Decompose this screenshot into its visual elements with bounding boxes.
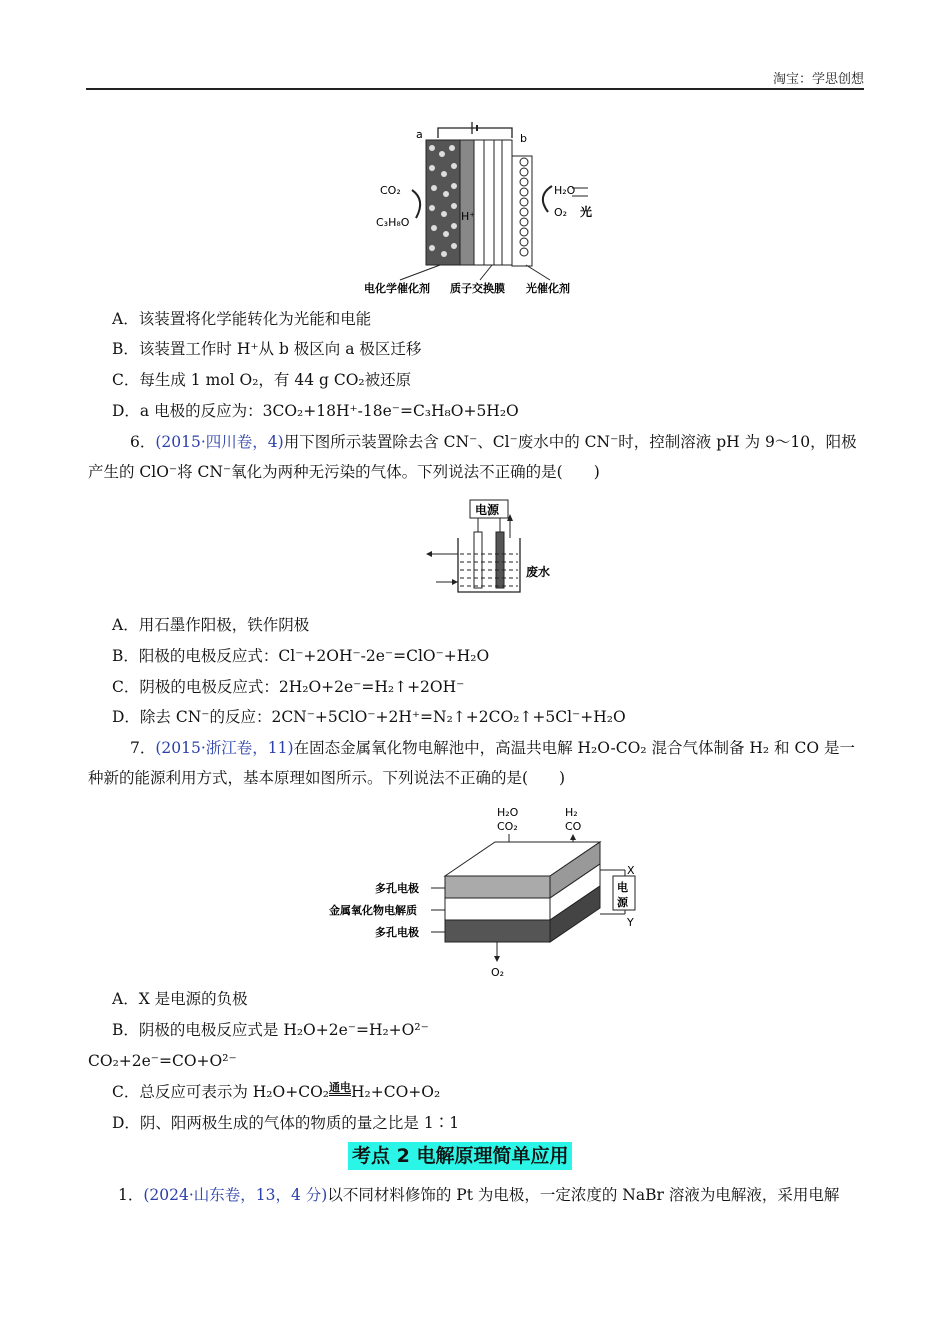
- q7-text1: 在固态金属氧化物电解池中，高温共电解 H₂O-CO₂ 混合气体制备 H₂ 和 CO 是一: [293, 739, 855, 757]
- fig3-label-x: X: [627, 864, 635, 877]
- fig1-label-light: 光: [580, 205, 593, 219]
- figure-photo-electrochemical-cell: [360, 120, 593, 300]
- q1-source: (2024·山东卷，13，4 分): [143, 1186, 328, 1204]
- q6-option-d: D．除去 CN⁻的反应：2CN⁻+5ClO⁻+2H⁺=N₂↑+2CO₂↑+5Cl⁻+H₂O: [112, 708, 626, 726]
- q5-option-a: A．该装置将化学能转化为光能和电能: [112, 310, 372, 328]
- q1-number: 1．: [118, 1186, 144, 1204]
- fig3-out-h2: H₂: [565, 806, 578, 819]
- q6-stem-line2: 产生的 ClO⁻将 CN⁻氧化为两种无污染的气体。下列说法不正确的是( ): [88, 463, 600, 481]
- fig1-label-h2o: H₂O: [554, 184, 576, 197]
- q7-stem-line2: 种新的能源利用方式，基本原理如图所示。下列说法不正确的是( ): [88, 769, 566, 787]
- fig3-power-char1: 电: [617, 881, 628, 894]
- q7-option-d: D．阴、阳两极生成的气体的物质的量之比是 1∶1: [112, 1114, 460, 1132]
- q7-option-b-line1: B．阴极的电极反应式是 H₂O+2e⁻=H₂+O²⁻: [112, 1021, 429, 1039]
- fig3-layer-bottom-label: 多孔电极: [375, 926, 419, 939]
- q5-option-d: D．a 电极的反应为：3CO₂+18H⁺-18e⁻=C₃H₈O+5H₂O: [112, 402, 519, 420]
- fig1-label-a: a: [416, 128, 423, 141]
- q7-option-b-line2: CO₂+2e⁻=CO+O²⁻: [88, 1052, 237, 1070]
- q7-stem-line1: [130, 737, 855, 759]
- q7-source: (2015·浙江卷，11): [155, 739, 294, 757]
- fig3-layer-mid-label: 金属氧化物电解质: [329, 904, 417, 917]
- fig1-label-h: H⁺: [461, 210, 476, 223]
- figure-electrolysis-tank: [430, 498, 560, 598]
- header-brand: 淘宝：学思创想: [772, 72, 864, 87]
- q6-stem-line1: [130, 431, 857, 453]
- fig1-label-c3h8o: C₃H₈O: [376, 216, 410, 229]
- fig1-label-co2: CO₂: [380, 184, 401, 197]
- figure-solid-oxide-cell: [325, 802, 645, 982]
- q1-stem-line1: [118, 1184, 839, 1206]
- fig1-label-b: b: [520, 132, 527, 145]
- fig3-layer-top-label: 多孔电极: [375, 882, 419, 895]
- q7-option-c: [112, 1081, 440, 1103]
- q6-option-c: C．阴极的电极反应式：2H₂O+2e⁻=H₂↑+2OH⁻: [112, 678, 465, 696]
- q1-text: 以不同材料修饰的 Pt 为电极，一定浓度的 NaBr 溶液为电解液，采用电解: [327, 1186, 840, 1204]
- q5-option-b: B．该装置工作时 H⁺从 b 极区向 a 极区迁移: [112, 340, 422, 358]
- q7-option-c-condition: 通电: [329, 1081, 351, 1094]
- fig2-power-label: 电源: [475, 503, 500, 517]
- q6-option-b: B．阳极的电极反应式：Cl⁻+2OH⁻-2e⁻=ClO⁻+H₂O: [112, 647, 490, 665]
- fig2-waste-label: 废水: [526, 565, 551, 579]
- q6-source: (2015·四川卷，4): [155, 433, 284, 451]
- section-title: 考点 2 电解原理简单应用: [348, 1142, 572, 1170]
- fig1-caption-mid: 质子交换膜: [450, 282, 505, 295]
- fig3-in-h2o: H₂O: [497, 806, 519, 819]
- q7-option-c-post: H₂+CO+O₂: [351, 1083, 441, 1101]
- q6-option-a: A．用石墨作阳极，铁作阴极: [112, 616, 310, 634]
- page-header: [86, 66, 864, 90]
- q7-option-a: A．X 是电源的负极: [112, 990, 248, 1008]
- q7-number: 7．: [130, 739, 156, 757]
- fig3-out-o2: O₂: [491, 966, 505, 979]
- q6-text1: 用下图所示装置除去含 CN⁻、Cl⁻废水中的 CN⁻时，控制溶液 pH 为 9～10，阳极: [283, 433, 857, 451]
- fig3-label-y: Y: [627, 916, 634, 929]
- fig1-caption-left: 电化学催化剂: [364, 282, 430, 295]
- fig1-label-o2: O₂: [554, 206, 568, 219]
- q6-number: 6．: [130, 433, 156, 451]
- fig3-in-co2: CO₂: [497, 820, 518, 833]
- q5-option-c: C．每生成 1 mol O₂，有 44 g CO₂被还原: [112, 371, 412, 389]
- fig3-out-co: CO: [565, 820, 582, 833]
- fig1-caption-right: 光催化剂: [526, 282, 570, 295]
- q7-option-c-pre: C．总反应可表示为 H₂O+CO₂: [112, 1083, 329, 1101]
- fig3-power-char2: 源: [617, 896, 628, 909]
